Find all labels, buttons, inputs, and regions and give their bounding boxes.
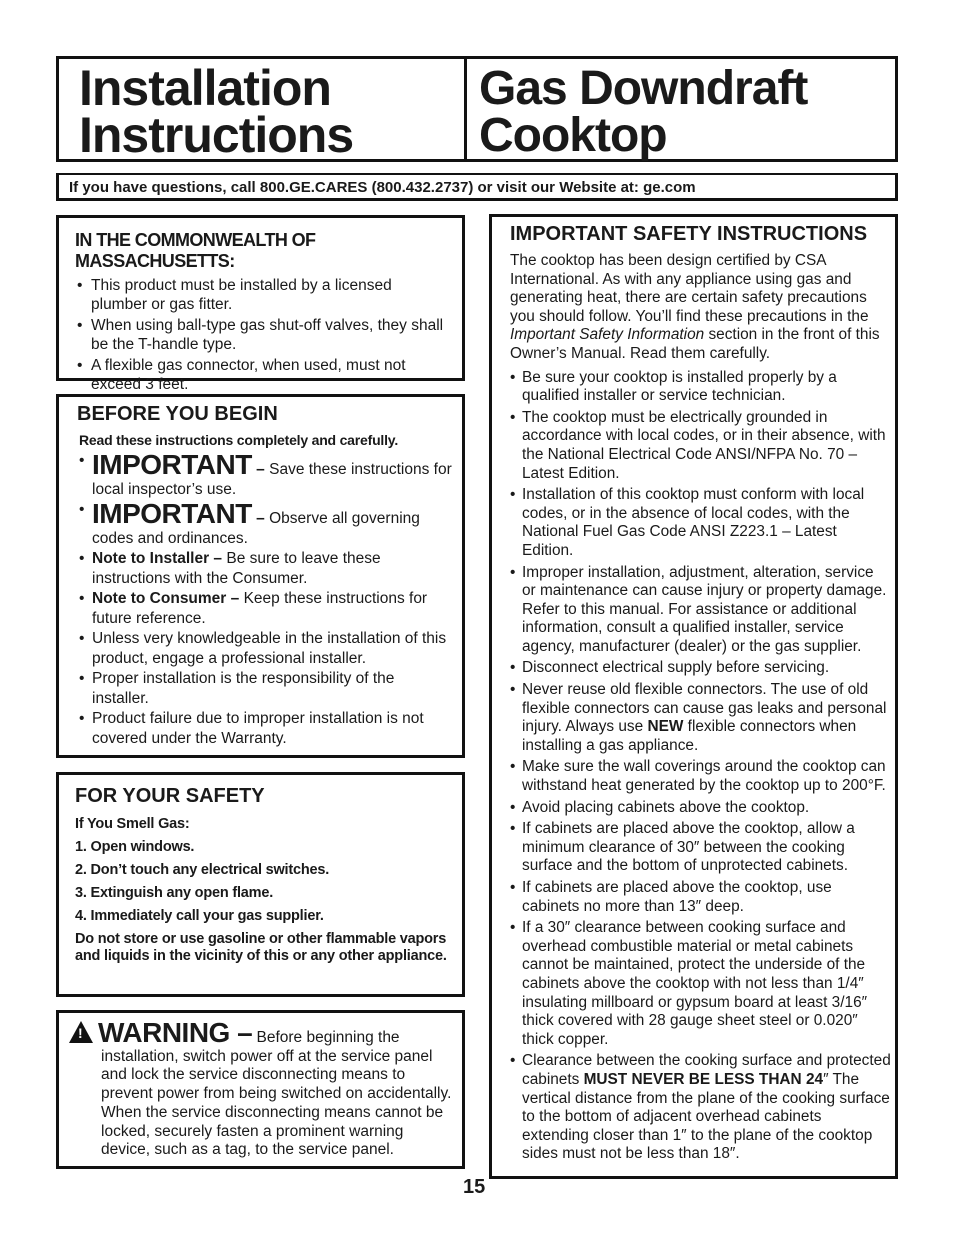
- document-title-box: [56, 56, 467, 162]
- product-title-line1: Gas Downdraft: [479, 62, 808, 115]
- list-item-text: ″ The vertical distance from the plane of the cooking surface to the bottom of adjacent overhead cabinets extending closer than 1″ to the plane of the cooktop sides must not be less than 18″.: [522, 1070, 890, 1163]
- list-item: • The cooktop must be electrically grounded in accordance with local codes, or in their absence, with the National Electrical Code ANSI/NFPA No. 70 – Latest Edition.: [510, 409, 891, 483]
- safety-step: 4. Immediately call your gas supplier.: [75, 908, 324, 924]
- important-dash: –: [256, 510, 265, 527]
- safety-note: Do not store or use gasoline or other flammable vapors and liquids in the vicinity of this or any other appliance.: [75, 931, 447, 964]
- safety-step: 1. Open windows.: [75, 839, 195, 855]
- list-item-emphasis: MUST NEVER BE LESS THAN 24: [583, 1070, 824, 1088]
- list-item: • Disconnect electrical supply before servicing.: [510, 659, 891, 678]
- before-you-begin-section: [56, 394, 465, 758]
- massachusetts-section: [56, 215, 465, 393]
- note-consumer-label: Note to Consumer –: [92, 590, 240, 607]
- list-item: • When using ball-type gas shut-off valves, they shall be the T-handle type.: [75, 316, 448, 354]
- for-your-safety-section: [56, 772, 465, 997]
- note-installer-label: Note to Installer –: [92, 550, 223, 567]
- document-title-line1: Installation: [79, 60, 331, 116]
- list-item: • Product failure due to improper installation is not covered under the Warranty.: [77, 709, 452, 748]
- list-item: [77, 589, 452, 628]
- note-installer-text: Be sure to leave these instructions with the Consumer.: [92, 550, 381, 587]
- safety-intro-text: section in the front of this Owner’s Manual. Read them carefully.: [510, 326, 880, 362]
- safety-step: 2. Don’t touch any electrical switches.: [75, 862, 330, 878]
- important-label: IMPORTANT: [92, 498, 252, 529]
- list-item: • Improper installation, adjustment, alteration, service or maintenance can cause injury or property damage. Refer to this manual. For assistance or additional information, consult a qualified installer, service agency, manufacturer (dealer) or the gas supplier.: [510, 564, 891, 657]
- document-title: [79, 60, 354, 163]
- important-safety-instructions-section: [489, 214, 898, 1179]
- list-item: • If a 30″ clearance between cooking surface and overhead combustible material or metal cabinets cannot be maintained, protect the underside of the cabinets above the cooktop with not less than 1/4″ insulating millboard or gypsum board at least 3/16″ thick covered with 28 gauge sheet steel or 0.020″ thick copper.: [510, 919, 891, 1049]
- safety-step: 3. Extinguish any open flame.: [75, 885, 274, 901]
- warning-header: [69, 1019, 456, 1048]
- important-text: Save these instructions for local inspector’s use.: [92, 461, 452, 498]
- important-dash: –: [256, 461, 265, 478]
- safety-intro: [510, 252, 891, 364]
- list-item-emphasis: NEW: [647, 718, 684, 736]
- warning-lead: Before beginning the: [256, 1029, 400, 1046]
- warning-body: installation, switch power off at the service panel and lock the service disconnecting means to prevent power from being switched on accidentally. When the service disconnecting means cannot be locked, securely fasten a prominent warning device, such as a tag, to the service panel.: [101, 1047, 452, 1159]
- list-item-text: Clearance between the cooking surface and protected cabinets: [522, 1052, 891, 1088]
- contact-banner: If you have questions, call 800.GE.CARES (800.432.2737) or visit our Website at: ge.com: [56, 173, 898, 201]
- product-title-box: [464, 56, 898, 162]
- page-number: 15: [463, 1176, 486, 1198]
- list-item: • If cabinets are placed above the cooktop, allow a minimum clearance of 30″ between the cooking surface and the bottom of unprotected cabinets.: [510, 820, 891, 876]
- important-safety-instructions-title: IMPORTANT SAFETY INSTRUCTIONS: [510, 223, 868, 245]
- massachusetts-list: [75, 276, 448, 394]
- list-item: • This product must be installed by a licensed plumber or gas fitter.: [75, 276, 448, 314]
- for-your-safety-title: FOR YOUR SAFETY: [75, 785, 265, 807]
- list-item: • Avoid placing cabinets above the cooktop.: [510, 799, 891, 818]
- product-title-line2: Cooktop: [479, 109, 667, 162]
- list-item: • If cabinets are placed above the cooktop, use cabinets no more than 13″ deep.: [510, 879, 891, 916]
- before-you-begin-subtitle: Read these instructions completely and carefully.: [79, 432, 399, 448]
- list-item-text: Never reuse old flexible connectors. The use of old flexible connectors can cause gas leaks and personal injury. Always use: [522, 681, 887, 736]
- smell-gas-label: If You Smell Gas:: [75, 816, 190, 832]
- important-label: IMPORTANT: [92, 449, 252, 480]
- list-item: • Unless very knowledgeable in the installation of this product, engage a professional installer.: [77, 629, 452, 668]
- list-item: [510, 681, 891, 755]
- safety-intro-emphasis: Important Safety Information: [510, 326, 705, 344]
- note-consumer-text: Keep these instructions for future reference.: [92, 590, 428, 627]
- document-title-line2: Instructions: [79, 107, 354, 163]
- safety-intro-text: The cooktop has been design certified by CSA International. As with any appliance using gas and generating heat, there are certain safety precautions you should follow. You’ll find these precautions in the: [510, 252, 869, 325]
- important-item: [77, 451, 452, 499]
- warning-triangle-icon: !: [69, 1021, 93, 1043]
- important-item: [77, 500, 452, 548]
- list-item: [510, 1052, 891, 1164]
- before-you-begin-title: BEFORE YOU BEGIN: [77, 403, 278, 425]
- list-item: • Proper installation is the responsibility of the installer.: [77, 669, 452, 708]
- list-item: • Be sure your cooktop is installed properly by a qualified installer or service technician.: [510, 369, 891, 406]
- before-you-begin-list: [77, 451, 452, 748]
- massachusetts-title: IN THE COMMONWEALTH OF MASSACHUSETTS:: [75, 230, 316, 271]
- warning-label: WARNING –: [98, 1017, 253, 1048]
- list-item: • Installation of this cooktop must conform with local codes, or in the absence of local codes, with the National Fuel Gas Code ANSI Z223.1 – Latest Edition.: [510, 486, 891, 560]
- product-title: [479, 62, 808, 162]
- list-item: • A flexible gas connector, when used, must not exceed 3 feet.: [75, 356, 448, 394]
- list-item-text: flexible connectors when installing a gas appliance.: [522, 718, 857, 754]
- list-item: • Make sure the wall coverings around the cooktop can withstand heat generated by the cooktop up to 200°F.: [510, 758, 891, 795]
- list-item: [77, 549, 452, 588]
- safety-list: [510, 369, 891, 1164]
- important-text: Observe all governing codes and ordinances.: [92, 510, 420, 547]
- warning-section: [56, 1010, 465, 1169]
